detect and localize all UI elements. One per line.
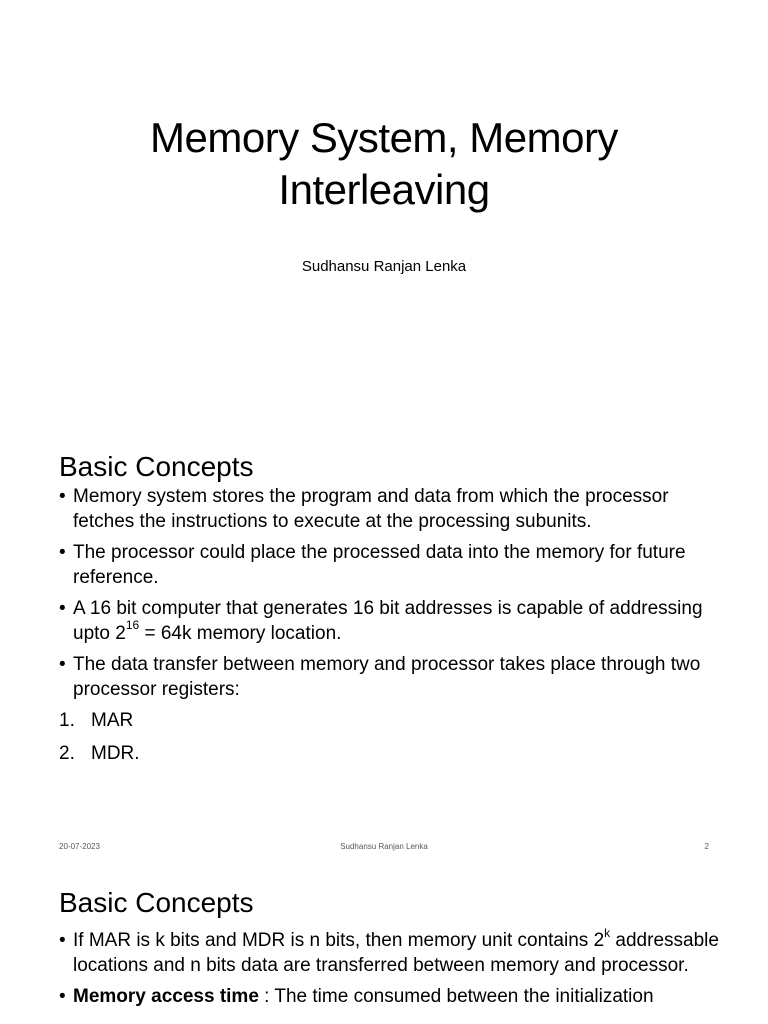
- superscript: 16: [125, 618, 140, 633]
- bullet-item: [59, 653, 728, 702]
- slide-title-line-2: Interleaving: [278, 166, 490, 213]
- bullet-text: The processor could place the processed data into the memory for future reference.: [73, 542, 686, 588]
- slide-heading: Basic Concepts: [59, 451, 254, 482]
- slide-title-line-1: Memory System, Memory: [150, 114, 618, 161]
- bullet-text: Memory system stores the program and data from which the processor fetches the instructions to execute at the processing subunits.: [73, 486, 669, 532]
- footer-date: 20-07-2023: [59, 842, 100, 851]
- footer-author: Sudhansu Ranjan Lenka: [340, 842, 428, 851]
- numbered-item: [59, 709, 728, 734]
- bullet-item: [59, 985, 728, 1010]
- bullet-item: [59, 925, 728, 978]
- slide-content: [59, 485, 728, 774]
- numbered-item: [59, 742, 728, 767]
- item-number: 1.: [59, 710, 75, 731]
- bullet-item: [59, 485, 728, 534]
- item-text: MAR: [91, 710, 134, 731]
- basic-concepts-slide-1: [0, 432, 768, 862]
- bullet-item: [59, 541, 728, 590]
- item-text: MDR.: [91, 742, 140, 764]
- title-slide: [0, 0, 768, 432]
- bullet-text: [73, 925, 719, 976]
- slide-content: [59, 925, 728, 1017]
- superscript: k: [604, 925, 611, 940]
- slide-title: [60, 112, 708, 216]
- bullet-text-part: = 64k memory location.: [139, 622, 342, 644]
- slide-heading: Basic Concepts: [59, 887, 254, 918]
- bullet-text-part: If MAR is k bits and MDR is n bits, then memory unit contains 2: [73, 930, 605, 951]
- bullet-text-part: addressable locations and n bits data are transferred between memory and processor.: [73, 930, 719, 976]
- author-name: Sudhansu Ranjan Lenka: [301, 258, 467, 275]
- bullet-icon: •: [59, 598, 66, 619]
- bullet-icon: •: [59, 986, 66, 1007]
- basic-concepts-slide-2: [0, 862, 768, 1024]
- bullet-text: The data transfer between memory and processor takes place through two processor registers:: [73, 654, 701, 700]
- bullet-term: Memory access time: [73, 986, 259, 1007]
- footer-page-number: 2: [704, 842, 709, 851]
- bullet-text: [73, 598, 703, 644]
- bullet-text-part: : The time consumed between the initialization: [258, 986, 654, 1007]
- bullet-item: [59, 597, 728, 646]
- bullet-icon: •: [59, 930, 66, 951]
- bullet-text: [73, 986, 654, 1007]
- bullet-icon: •: [59, 654, 66, 675]
- bullet-icon: •: [59, 486, 66, 507]
- bullet-icon: •: [59, 542, 66, 563]
- bullet-text-part: A 16 bit computer that generates 16 bit addresses is capable of addressing upto 2: [73, 598, 703, 644]
- item-number: 2.: [59, 742, 75, 764]
